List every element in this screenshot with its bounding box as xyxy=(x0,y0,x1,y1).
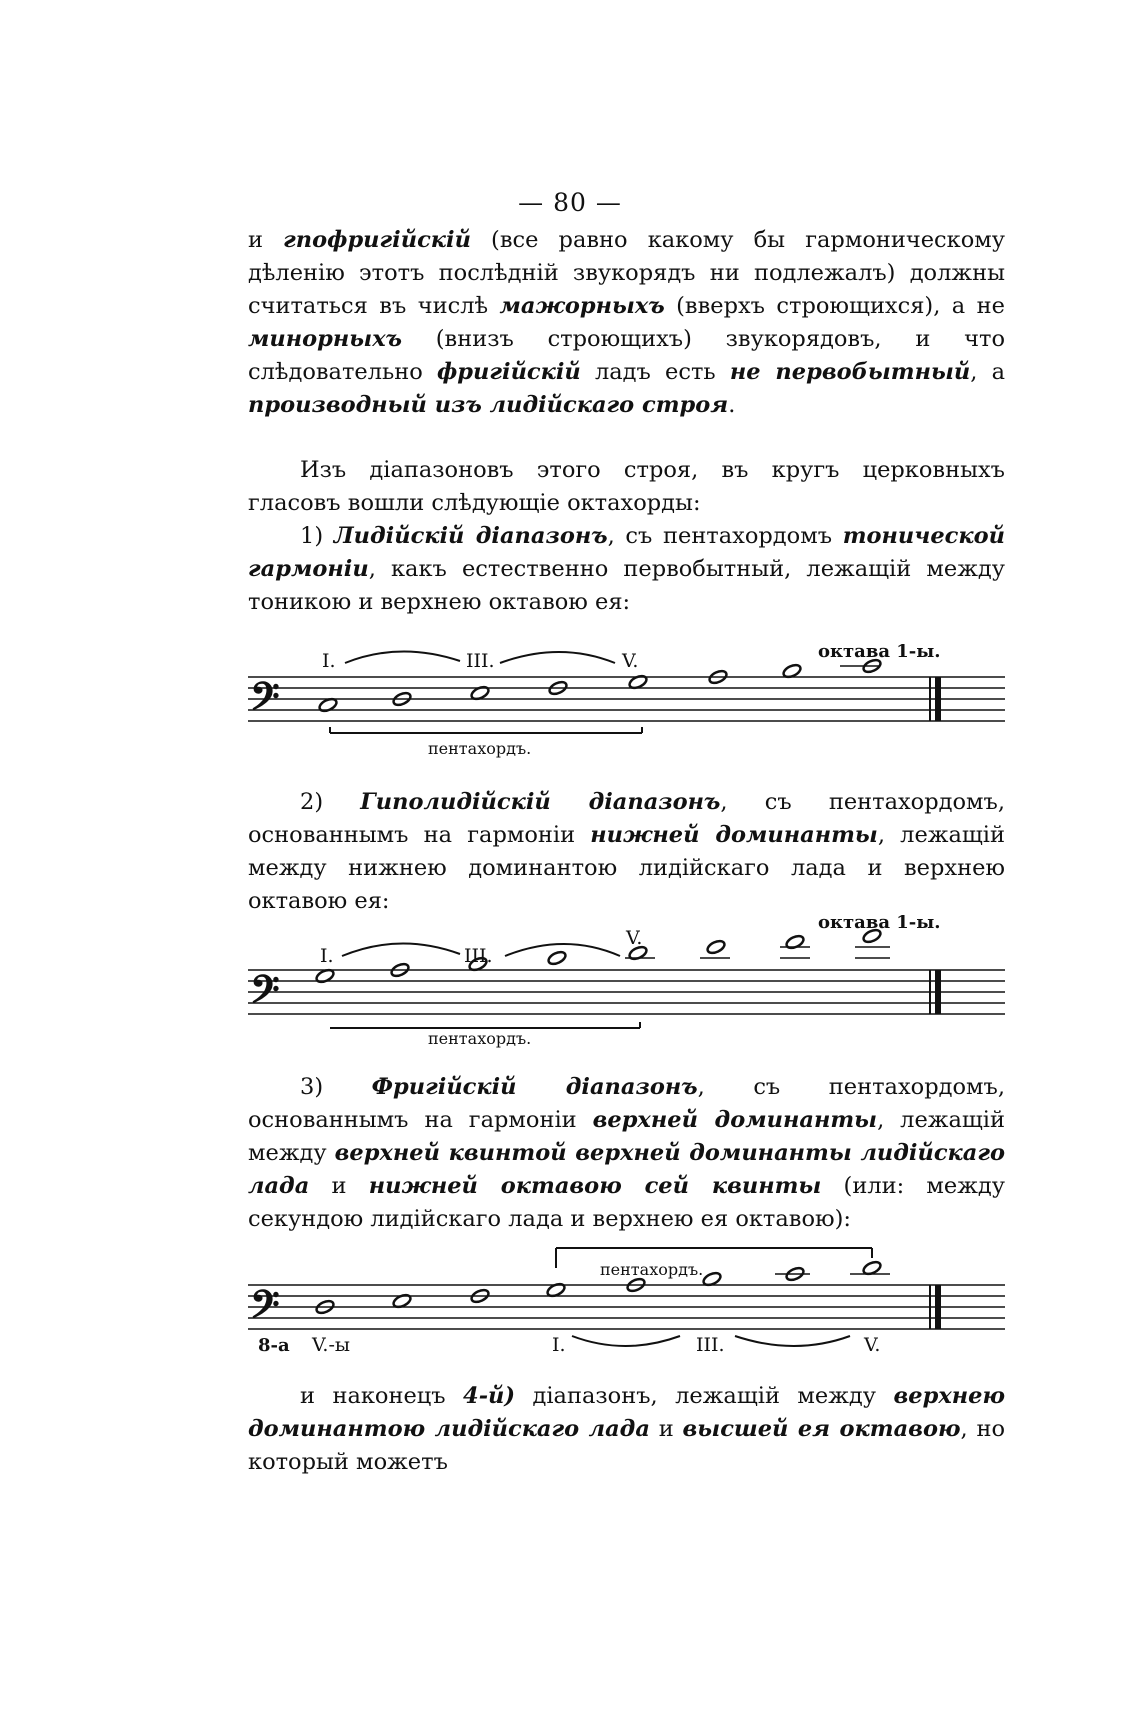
degree-label-V: V. xyxy=(622,650,639,672)
degree-label-I: I. xyxy=(552,1334,566,1356)
octave-label: октава 1-ы. xyxy=(818,912,941,933)
octave-left-label: 8-а xyxy=(258,1335,290,1356)
paragraph-5: 3) Фригійскій діапазонъ, съ пентахордомъ, основаннымъ на гармоніи верхней доминанты, лежащій между верхней квинтой верхней доминанты лидійскаго лада и нижней октавою сей квинты (или: между секундою лидійскаго лада и верхнею ея октавою): xyxy=(248,1074,1006,1232)
degree-label-V-left: V.-ы xyxy=(312,1334,350,1356)
pentachord-label: пентахордъ. xyxy=(428,739,532,758)
degree-label-I: I. xyxy=(320,945,334,967)
bass-clef-icon: 𝄢 xyxy=(250,1282,280,1336)
degree-label-III: III. xyxy=(466,650,495,672)
degree-label-III: III. xyxy=(696,1334,725,1356)
degree-label-I: I. xyxy=(322,650,336,672)
degree-label-V: V. xyxy=(864,1334,881,1356)
bass-clef-icon: 𝄢 xyxy=(250,967,280,1021)
paragraph-2: Изъ діапазоновъ этого строя, въ кругъ церковныхъ гласовъ вошли слѣдующіе октахорды: xyxy=(248,457,1005,516)
octave-label: октава 1-ы. xyxy=(818,641,941,662)
paragraph-3: 1) Лидійскій діапазонъ, съ пентахордомъ тонической гармоніи, какъ естественно первобытный, лежащій между тоникою и верхнею октавою ея: xyxy=(248,523,1005,615)
page-number: — 80 — xyxy=(518,188,622,217)
music-example-3 xyxy=(0,1240,1140,1355)
paragraph-6: и наконецъ 4-й) діапазонъ, лежащій между верхнею доминантою лидійскаго лада и высшей ея октавою, но который можетъ xyxy=(248,1383,1005,1475)
paragraph-4: 2) Гиполидійскій діапазонъ, съ пентахордомъ, основаннымъ на гармоніи нижней доминанты, лежащій между нижнею доминантою лидійскаго лада и верхнею октавою ея: xyxy=(248,789,1005,914)
paragraph-1: и гпофригійскій (все равно какому бы гармоническому дѣленію этотъ послѣдній звукорядъ ни подлежалъ) должны считаться въ числѣ мажорныхъ (вверхъ строющихся), а не минорныхъ (внизъ строющихъ) звукорядовъ, и что слѣдовательно фригійскій ладъ есть не первобытный, а производный изъ лидійскаго строя. xyxy=(248,227,1005,418)
bass-clef-icon: 𝄢 xyxy=(250,674,280,728)
music-example-2 xyxy=(0,900,1140,1048)
pentachord-label: пентахордъ. xyxy=(428,1029,532,1048)
pentachord-label: пентахордъ. xyxy=(600,1260,704,1279)
degree-label-V: V. xyxy=(626,927,643,949)
music-example-1 xyxy=(0,635,1140,758)
degree-label-III: III. xyxy=(464,945,493,967)
